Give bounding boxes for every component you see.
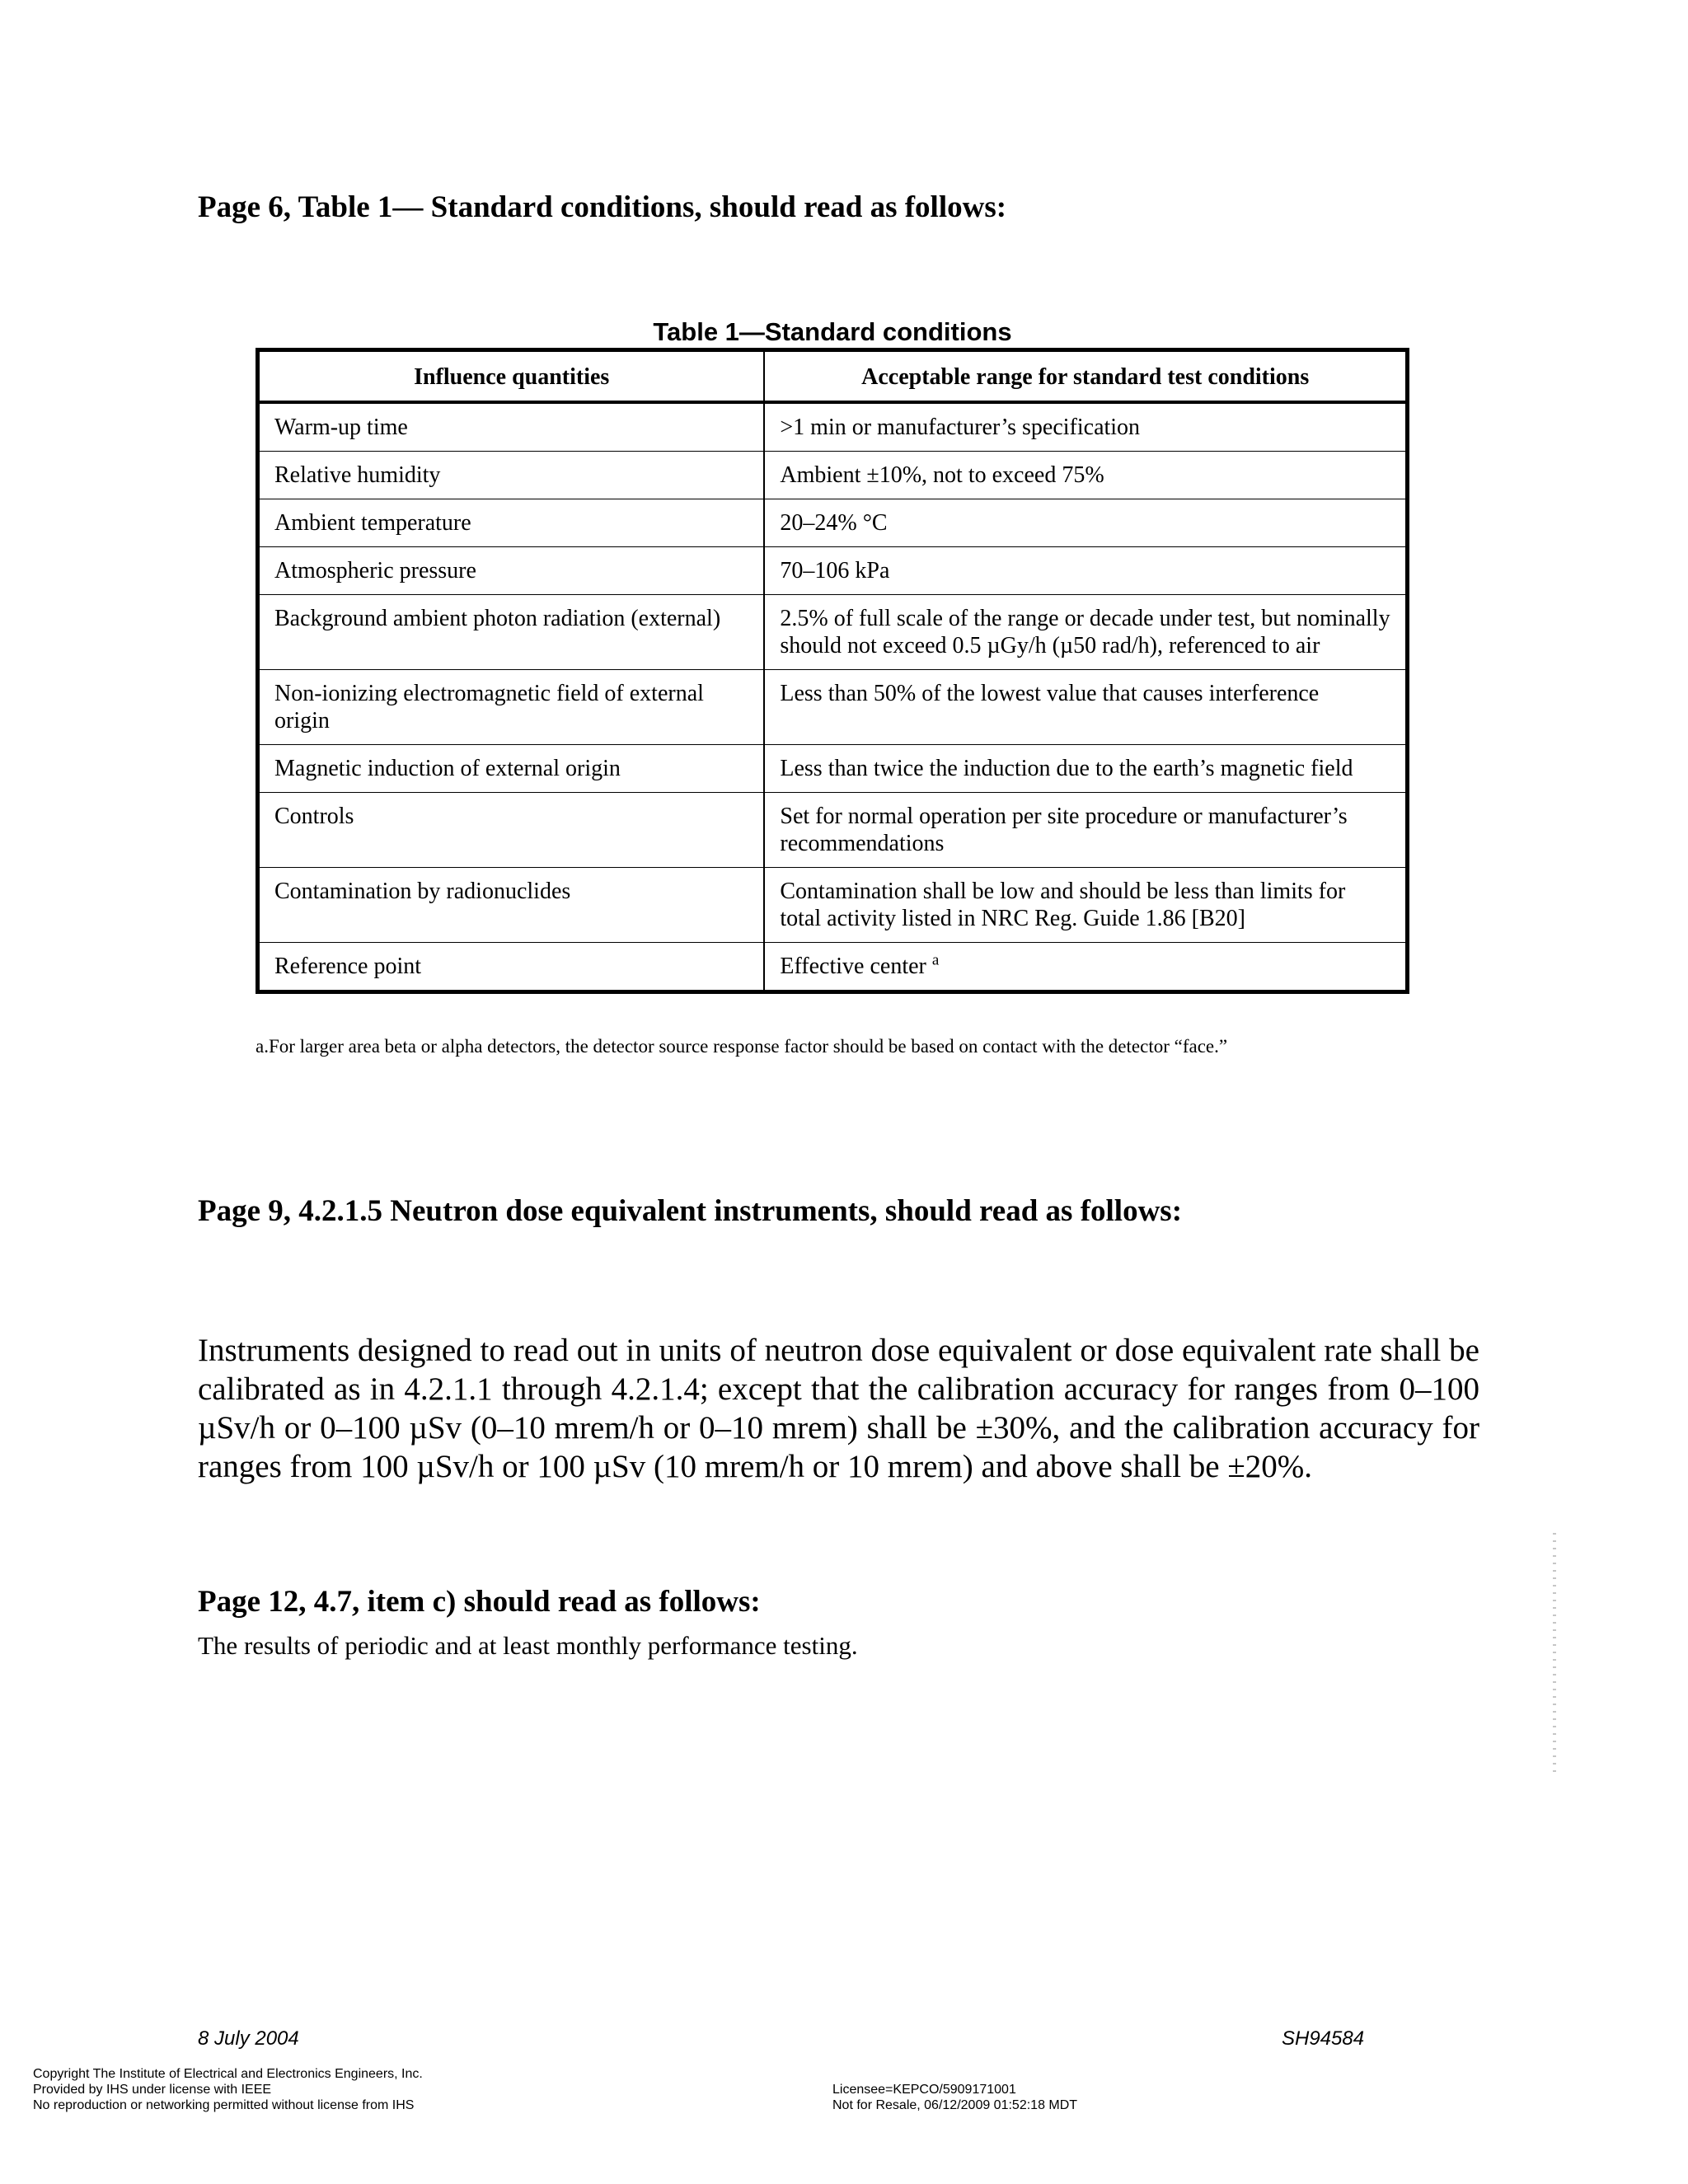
range-cell: Less than 50% of the lowest value that causes interference xyxy=(764,670,1407,745)
table-footnote: a.For larger area beta or alpha detectors, the detector source response factor should be based on contact with the detector “face.” xyxy=(256,1036,1228,1057)
range-cell xyxy=(764,943,1407,992)
table-row xyxy=(258,793,1408,868)
header-acceptable-range: Acceptable range for standard test conditions xyxy=(764,350,1407,403)
footnote-mark: a xyxy=(931,951,940,969)
table-row xyxy=(258,943,1408,992)
range-cell: Contamination shall be low and should be less than limits for total activity listed in NRC Reg. Guide 1.86 [B20] xyxy=(764,868,1407,943)
quantity-cell: Warm-up time xyxy=(258,402,765,452)
item-c-correction-heading: Page 12, 4.7, item c) should read as follows: xyxy=(198,1585,761,1619)
margin-marks xyxy=(1553,1533,1556,1772)
range-text: Effective center xyxy=(780,954,932,979)
quantity-cell: Relative humidity xyxy=(258,452,765,499)
range-cell: 70–106 kPa xyxy=(764,547,1407,595)
item-c-paragraph: The results of periodic and at least monthly performance testing. xyxy=(198,1631,858,1660)
table-row xyxy=(258,670,1408,745)
table-row xyxy=(258,745,1408,793)
range-cell: Ambient ±10%, not to exceed 75% xyxy=(764,452,1407,499)
table-row xyxy=(258,402,1408,452)
quantity-cell: Ambient temperature xyxy=(258,499,765,547)
licensee-line: Not for Resale, 06/12/2009 01:52:18 MDT xyxy=(832,2098,1078,2112)
licensee-notice xyxy=(832,2082,1077,2113)
standard-conditions-table xyxy=(256,348,1409,994)
table-header-row xyxy=(258,350,1408,403)
footer-date: 8 July 2004 xyxy=(198,2027,299,2050)
neutron-correction-heading: Page 9, 4.2.1.5 Neutron dose equivalent instruments, should read as follows: xyxy=(198,1194,1183,1228)
table-row xyxy=(258,595,1408,670)
neutron-paragraph: Instruments designed to read out in units of neutron dose equivalent or dose equivalent rate shall be calibrated as in 4.2.1.1 through 4.2.1.4; except that the calibration accuracy for ranges from 0–100 µSv/h or 0–100 µSv (0–10 mrem/h or 0–10 mrem) shall be ±30%, and the calibration accuracy for ranges from 100 µSv/h or 100 µSv (10 mrem/h or 10 mrem) and above shall be ±20%. xyxy=(198,1333,1479,1484)
range-cell: >1 min or manufacturer’s specification xyxy=(764,402,1407,452)
range-cell: Set for normal operation per site procedure or manufacturer’s recommendations xyxy=(764,793,1407,868)
quantity-cell: Controls xyxy=(258,793,765,868)
range-cell: 2.5% of full scale of the range or decade under test, but nominally should not exceed 0.5 µGy/h (µ50 rad/h), referenced to air xyxy=(764,595,1407,670)
table-row xyxy=(258,868,1408,943)
footer-doc-id: SH94584 xyxy=(1282,2027,1365,2050)
range-cell: Less than twice the induction due to the earth’s magnetic field xyxy=(764,745,1407,793)
table-row xyxy=(258,452,1408,499)
table-caption: Table 1—Standard conditions xyxy=(653,317,1012,346)
licensee-line: Licensee=KEPCO/5909171001 xyxy=(832,2083,1016,2097)
copyright-line: Provided by IHS under license with IEEE xyxy=(33,2083,272,2097)
table-correction-heading: Page 6, Table 1— Standard conditions, should read as follows: xyxy=(198,190,1007,224)
table-row xyxy=(258,499,1408,547)
quantity-cell: Background ambient photon radiation (external) xyxy=(258,595,765,670)
header-influence-quantities: Influence quantities xyxy=(258,350,765,403)
quantity-cell: Magnetic induction of external origin xyxy=(258,745,765,793)
copyright-line: Copyright The Institute of Electrical and Electronics Engineers, Inc. xyxy=(33,2067,423,2081)
quantity-cell: Reference point xyxy=(258,943,765,992)
table-row xyxy=(258,547,1408,595)
copyright-line: No reproduction or networking permitted without license from IHS xyxy=(33,2098,415,2112)
quantity-cell: Contamination by radionuclides xyxy=(258,868,765,943)
quantity-cell: Non-ionizing electromagnetic field of external origin xyxy=(258,670,765,745)
copyright-notice xyxy=(33,2066,423,2113)
quantity-cell: Atmospheric pressure xyxy=(258,547,765,595)
range-cell: 20–24% °C xyxy=(764,499,1407,547)
